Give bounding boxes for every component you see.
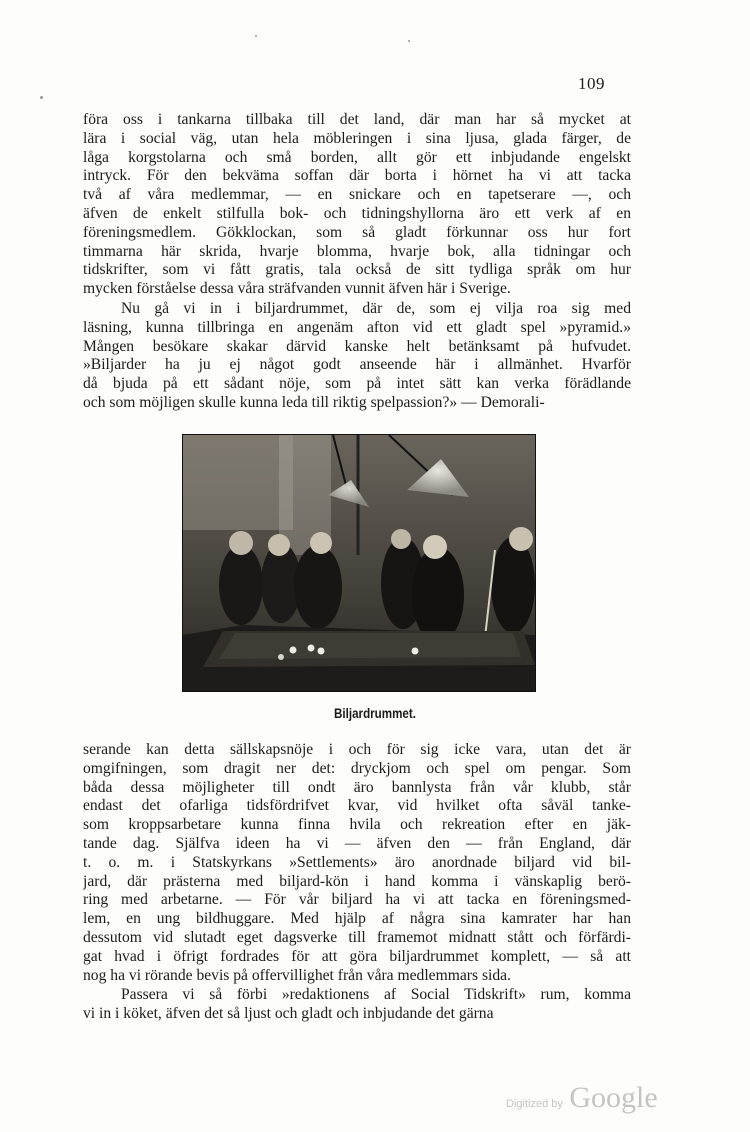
paragraph-kitchen [83, 986, 631, 1024]
text-line: omgifningen, som dragit ner det: dryckjom och spel om pengar. Som [83, 759, 631, 777]
text-line: två af våra medlemmar, — en snickare och en tapetserare —, och [83, 186, 631, 204]
text-line: och som möjligen skulle kunna leda till riktig spelpassion?» — Demorali- [83, 393, 545, 411]
figure-caption: Biljardrummet. [334, 706, 416, 721]
text-line: serande kan detta sällskapsnöje i och för sig icke vara, utan det är [83, 741, 631, 758]
page-number: 109 [578, 74, 605, 93]
text-line: föreningsmedlem. Gökklockan, som så gladt förkunnar oss hur fort [83, 223, 631, 241]
text-line: äfven de enkelt stilfulla bok- och tidningshyllorna äro ett verk af en [83, 204, 631, 222]
digitized-by-google-watermark [506, 1081, 658, 1115]
billiard-room-photo [182, 434, 536, 692]
text-line: jard, där prästerna med biljard-kön i hand komma i vänskaplig berö- [83, 872, 631, 890]
text-line: läsning, kunna tillbringa en angenäm afton vid ett gladt spel »pyramid.» [83, 318, 631, 336]
text-line: gat hvad i öfrigt fordrades för att göra biljardrummet komplett, — så att [83, 947, 631, 965]
text-line: timmarna här skrida, hvarje blomma, hvarje bok, alla tidningar och [83, 242, 631, 260]
watermark-brand: Google [569, 1081, 658, 1114]
text-line: ring med arbetarne. — För vår biljard ha vi att tacka en föreningsmed- [83, 891, 631, 909]
text-line: låga korgstolarna och små borden, allt gör ett inbjudande engelskt [83, 148, 631, 166]
text-line: tidskrifter, som vi fått gratis, tala också de sitt tydliga språk om hur [83, 261, 631, 279]
text-line: som kroppsarbetare kunna finna hvila och rekreation efter en jäk- [83, 816, 631, 834]
paragraph-billiard-intro [83, 300, 631, 413]
text-line: vi in i köket, äfven det så ljust och gladt och inbjudande det gärna [83, 1004, 494, 1022]
watermark-prefix: Digitized by [506, 1098, 563, 1110]
text-line: Nu gå vi in i biljardrummet, där de, som ej vilja roa sig med [121, 300, 631, 317]
text-line: nog ha vi rörande bevis på offervillighet från våra medlemmars sida. [83, 966, 511, 984]
text-line: Mången besökare skakar därvid kanske helt betänksamt på hufvudet. [83, 337, 631, 355]
text-line: lem, en ung bildhuggare. Med hjälp af några sina kamrater har han [83, 910, 631, 928]
text-line: tande dag. Själfva ideen ha vi — äfven den — från England, där [83, 834, 631, 852]
text-line: Passera vi så förbi »redaktionens af Social Tidskrift» rum, komma [121, 986, 631, 1003]
paragraph-billiard-continued [83, 741, 631, 985]
text-line: lära i social väg, utan hela möbleringen i sina ljusa, glada färger, de [83, 129, 631, 147]
text-line: båda dessa möjligheter till ondt äro bannlysta från vår klubb, står [83, 778, 631, 796]
text-line: »Biljarder ha ju ej något godt anseende här i allmänhet. Hvarför [83, 356, 631, 374]
text-line: då bjuda på ett sådant nöje, som på intet sätt kan verka förädlande [83, 375, 631, 393]
billiard-room-photo-image [183, 435, 535, 691]
text-line: intryck. För den bekväma soffan där borta i hörnet ha vi att tacka [83, 167, 631, 185]
text-line: t. o. m. i Statskyrkans »Settlements» äro anordnade biljard vid bil- [83, 853, 631, 871]
text-line: mycken förståelse dessa våra sträfvanden vunnit äfven här i Sverige. [83, 280, 511, 298]
text-line: dessutom vid slutadt eget dagsverke till framemot midnatt stått och förfärdi- [83, 928, 631, 946]
text-line: föra oss i tankarna tillbaka till det land, där man har så mycket at [83, 111, 631, 128]
paragraph-top [83, 111, 631, 299]
text-line: endast det ofarliga tidsfördrifvet kvar, vid hvilket ofta såväl tanke- [83, 797, 631, 815]
